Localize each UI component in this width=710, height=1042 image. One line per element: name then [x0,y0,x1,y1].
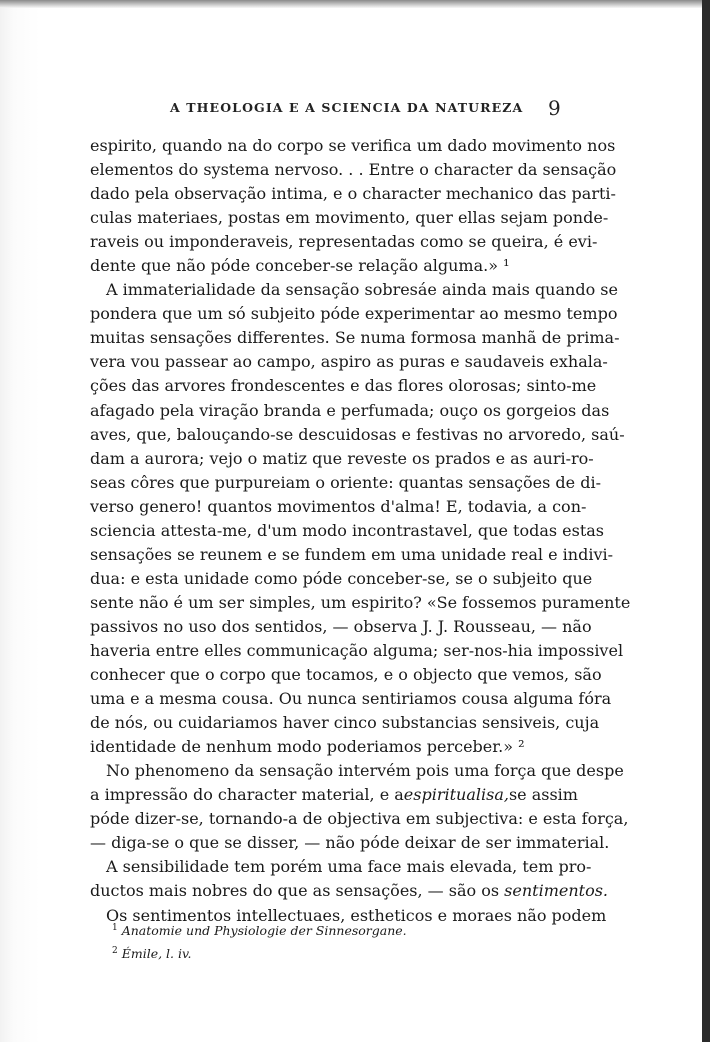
text-line: A immaterialidade da sensação sobresáe ainda mais quando se [106,280,618,300]
text-line: culas materiaes, postas em movimento, quer ellas sejam ponde- [90,208,609,228]
text-line: No phenomeno da sensação intervém pois uma força que despe [106,761,624,781]
text-line: sensações se reunem e se fundem em uma unidade real e indivi- [90,544,614,564]
text-line: dente que não póde conceber-se relação alguma.» ¹ [90,256,510,276]
footnote: $^1$ Anatomie und Physiologie der Sinnesorgane. [112,923,407,939]
text-line: dado pela observação intima, e o character mechanico das parti- [90,184,616,204]
text-line: vera vou passear ao campo, aspiro as puras e saudaveis exhala- [90,352,608,372]
text-line: passivos no uso dos sentidos, — observa J. J. Rousseau, — não [90,616,592,636]
text-line: a impressão do character material, e a espiritualisa, se assim [90,783,564,807]
text-line: ductos mais nobres do que as sensações, — são os sentimentos. [90,879,564,903]
text-line: de nós, ou cuidariamos haver cinco substancias sensiveis, cuja [90,713,600,733]
text-line: identidade de nenhum modo poderiamos perceber.» ² [90,737,525,757]
text-line: verso genero! quantos movimentos d'alma! E, todavia, a con- [90,496,587,516]
page-top-edge [0,0,702,8]
footnote: $^2$ Émile, l. iv. [112,946,192,962]
text-line: — diga-se o que se disser, — não póde deixar de ser immaterial. [90,833,610,853]
text-line: uma e a mesma cousa. Ou nunca sentiriamos cousa alguma fóra [90,689,612,709]
italic-term: espiritualisa, [403,785,509,805]
body-text [90,134,631,928]
running-header: A THEOLOGIA E A SCIENCIA DA NATUREZA [170,100,524,115]
text-line: raveis ou imponderaveis, representadas como se queira, é evi- [90,232,598,252]
text-line: Os sentimentos intellectuaes, estheticos e moraes não podem [106,905,607,925]
text-line: aves, que, balouçando-se descuidosas e festivas no arvoredo, saú- [90,424,625,444]
text-line: pondera que um só subjeito póde experimentar ao mesmo tempo [90,304,618,324]
text-line: dam a aurora; vejo o matiz que reveste os prados e as auri-ro- [90,448,594,468]
footnotes [112,918,572,964]
text-line: ções das arvores frondescentes e das flores olorosas; sinto-me [90,376,597,396]
text-line: sente não é um ser simples, um espirito? «Se fossemos puramente [90,592,631,612]
italic-term: sentimentos. [504,881,608,901]
text-line: espirito, quando na do corpo se verifica um dado movimento nos [90,136,616,155]
text-line: elementos do systema nervoso. . . Entre o character da sensação [90,160,617,180]
text-line: muitas sensações differentes. Se numa formosa manhã de prima- [90,328,620,348]
text-line: dua: e esta unidade como póde conceber-se, se o subjeito que [90,568,593,588]
text-line: sciencia attesta-me, d'um modo incontrastavel, que todas estas [90,520,605,540]
text-line: póde dizer-se, tornando-a de objectiva em subjectiva: e esta força, [90,809,629,829]
text-line: A sensibilidade tem porém uma face mais elevada, tem pro- [106,857,592,877]
page-number: 9 [548,96,561,120]
text-line: seas côres que purpureiam o oriente: quantas sensações de di- [90,472,601,492]
text-line: afagado pela viração branda e perfumada; ouço os gorgeios das [90,400,610,420]
text-line: conhecer que o corpo que tocamos, e o objecto que vemos, são [90,665,602,685]
text-line: haveria entre elles communicação alguma; ser-nos-hia impossivel [90,640,624,660]
